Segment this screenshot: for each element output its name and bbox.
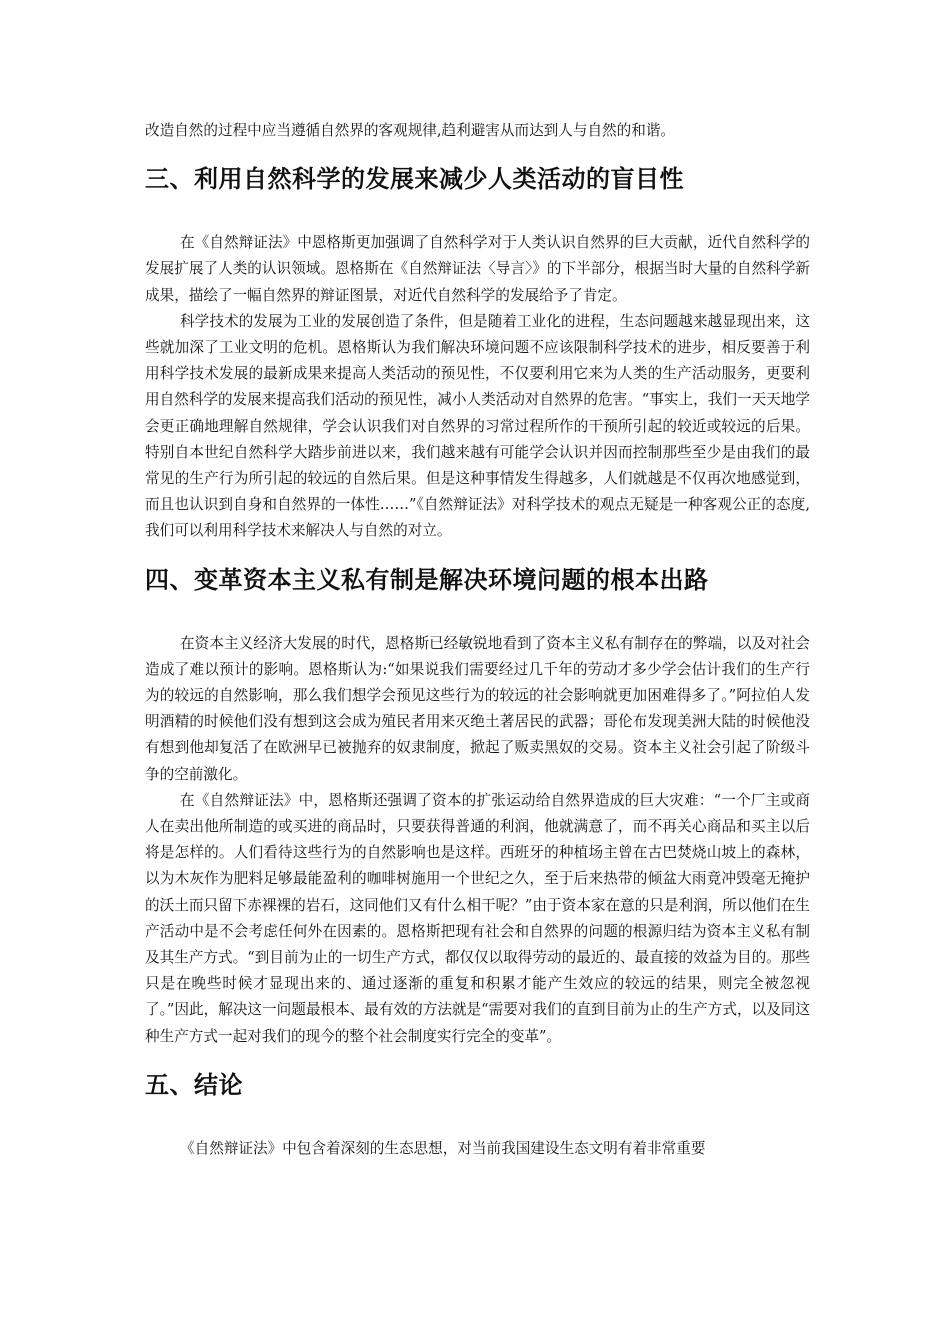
document-page	[145, 118, 810, 1162]
section-4-paragraph-1: 在资本主义经济大发展的时代，恩格斯已经敏锐地看到了资本主义私有制存在的弊端，以及对社会造成了难以预计的影响。恩格斯认为:“如果说我们需要经过几千年的劳动才多少学会估计我们的生产行为的较远的自然影响，那么我们想学会预见这些行为的较远的社会影响就更加困难得多了。”阿拉伯人发明酒精的时候他们没有想到这会成为殖民者用来灭绝土著居民的武器；哥伦布发现美洲大陆的时候他没有想到他却复活了在欧洲早已被抛弃的奴隶制度，掀起了贩卖黑奴的交易。资本主义社会引起了阶级斗争的空前激化。	[145, 634, 810, 783]
section-4-paragraph-2: 在《自然辩证法》中，恩格斯还强调了资本的扩张运动给自然界造成的巨大灾难：“一个厂主或商人在卖出他所制造的或买进的商品时，只要获得普通的利润，他就满意了，而不再关心商品和买主以后将是怎样的。人们看待这些行为的自然影响也是这样。西班牙的种植场主曾在古巴焚烧山坡上的森林，以为木灰作为肥料足够最能盈利的咖啡树施用一个世纪之久，至于后来热带的倾盆大雨竟冲毁毫无掩护的沃土而只留下赤裸裸的岩石，这同他们又有什么相干呢？”由于资本家在意的只是利润，所以他们在生产活动中是不会考虑任何外在因素的。恩格斯把现有社会和自然界的问题的根源归结为资本主义私有制及其生产方式。“到目前为止的一切生产方式，都仅仅以取得劳动的最近的、最直接的效益为目的。那些只是在晚些时候才显现出来的、通过逐渐的重复和积累才能产生效应的较远的结果，则完全被忽视了。”因此，解决这一问题最根本、最有效的方法就是“需要对我们的直到目前为止的生产方式，以及同这种生产方式一起对我们的现今的整个社会制度实行完全的变革”。	[145, 791, 810, 1045]
section-5-paragraph-1: 《自然辩证法》中包含着深刻的生态思想，对当前我国建设生态文明有着非常重要	[180, 1139, 706, 1157]
section-heading-4: 四、变革资本主义私有制是解决环境问题的根本出路	[145, 565, 709, 594]
section-heading-3: 三、利用自然科学的发展来减少人类活动的盲目性	[145, 165, 684, 194]
lead-paragraph: 改造自然的过程中应当遵循自然界的客观规律,趋利避害从而达到人与自然的和谐。	[145, 122, 676, 139]
section-3-paragraph-2: 科学技术的发展为工业的发展创造了条件，但是随着工业化的进程，生态问题越来越显现出来，这些就加深了工业文明的危机。恩格斯认为我们解决环境问题不应该限制科学技术的进步，相反要善于利用科学技术发展的最新成果来提高人类活动的预见性，不仅要利用它来为人类的生产活动服务，更要利用自然科学的发展来提高我们活动的预见性，减小人类活动对自然界的危害。“事实上，我们一天天地学会更正确地理解自然规律，学会认识我们对自然界的习常过程所作的干预所引起的较近或较远的后果。特别自本世纪自然科学大踏步前进以来，我们越来越有可能学会认识并因而控制那些至少是由我们的最常见的生产行为所引起的较远的自然后果。但是这种事情发生得越多，人们就越是不仅再次地感觉到，而且也认识到自身和自然界的一体性……”《自然辩证法》对科学技术的观点无疑是一种客观公正的态度,我们可以利用科学技术来解决人与自然的对立。	[145, 312, 810, 540]
section-3-paragraph-1: 在《自然辩证法》中恩格斯更加强调了自然科学对于人类认识自然界的巨大贡献，近代自然科学的发展扩展了人类的认识领域。恩格斯在《自然辩证法〈导言〉》的下半部分，根据当时大量的自然科学新成果，描绘了一幅自然界的辩证图景，对近代自然科学的发展给予了肯定。	[145, 234, 810, 304]
section-heading-5: 五、结论	[145, 1070, 243, 1099]
